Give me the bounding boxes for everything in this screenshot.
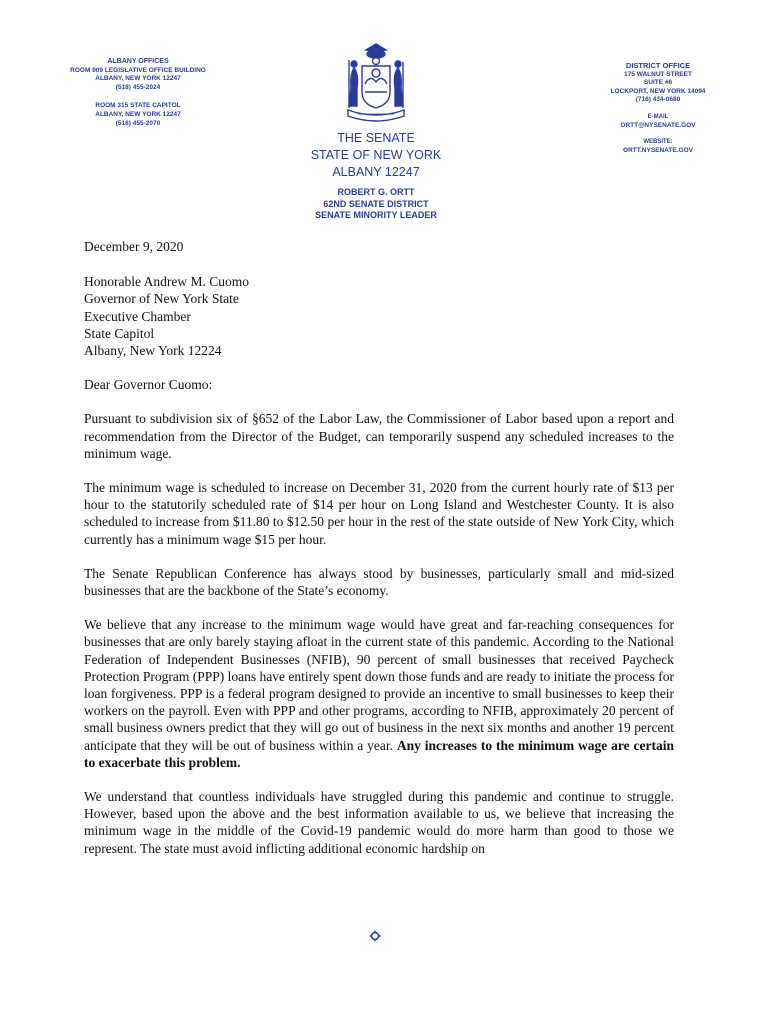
recipient-address xyxy=(84,273,674,359)
recipient-line: Executive Chamber xyxy=(84,308,191,324)
senator-role: SENATE MINORITY LEADER xyxy=(315,210,437,220)
recipient-line: Governor of New York State xyxy=(84,291,239,307)
recipient-line: Albany, New York 12224 xyxy=(84,343,222,359)
body-paragraph: Pursuant to subdivision six of §652 of the Labor Law, the Commissioner of Labor based upon a report and recommendation from the Director of the Budget, can temporarily suspend any scheduled increases to the minimum wage. xyxy=(84,411,674,461)
salutation: Dear Governor Cuomo: xyxy=(84,377,213,393)
albany-offices-block xyxy=(40,58,236,128)
district-office-block xyxy=(578,62,738,155)
website-address: ORTT.NYSENATE.GOV xyxy=(623,146,693,154)
body-paragraph: We understand that countless individuals have struggled during this pandemic and continue to struggle. However, based upon the above and the best information available to us, we believe that increasing the minimum wage in the middle of the Covid-19 pandemic would do more harm than good to those we represent. The state must avoid inflicting additional economic hardship on xyxy=(84,789,674,856)
page-mark-icon xyxy=(368,929,382,943)
office1-line: ROOM 909 LEGISLATIVE OFFICE BUILDING xyxy=(70,66,206,74)
senator-name: ROBERT G. ORTT xyxy=(337,187,415,197)
recipient-line: Honorable Andrew M. Cuomo xyxy=(84,274,249,290)
state-name: STATE OF NEW YORK xyxy=(310,148,442,162)
senate-title: THE SENATE xyxy=(337,131,415,145)
state-seal-icon xyxy=(332,40,420,126)
city-line: ALBANY 12247 xyxy=(332,165,420,179)
senate-district: 62ND SENATE DISTRICT xyxy=(323,198,429,209)
website-label: WEBSITE: xyxy=(643,139,673,146)
district-office-heading: DISTRICT OFFICE xyxy=(625,61,691,70)
district-address-line: LOCKPORT, NEW YORK 14094 xyxy=(610,87,706,95)
paragraph-text: We believe that any increase to the minimum wage would have great and far-reaching consequences for businesses that are only barely staying afloat in the current state of this pandemic. According to the National Federation of Independent Businesses (NFIB), 90 percent of small businesses that received Paycheck Protection Program (PPP) loans have entirely spent down those funds and are ready to initiate the process for loan forgiveness. PPP is a federal program designed to provide an incentive to small businesses to keep their workers on the payroll. Even with PPP and other programs, according to NFIB, approximately 20 percent of small business owners predict that they will go out of business in the next six months and another 19 percent anticipate that they will be out of business within a year. xyxy=(84,617,674,753)
recipient-line: State Capitol xyxy=(84,325,155,341)
office2-line: (518) 455-2070 xyxy=(115,119,161,127)
office2-line: ALBANY, NEW YORK 12247 xyxy=(95,110,181,118)
body-paragraph: The minimum wage is scheduled to increase on December 31, 2020 from the current hourly rate of $13 per hour to the statutorily scheduled rate of $14 per hour on Long Island and Westchester County. It is also scheduled to increase from $11.80 to $12.50 per hour in the rest of the state outside of New York City, which currently has a minimum wage $15 per hour. xyxy=(84,480,674,547)
office1-line: (518) 455-2024 xyxy=(115,83,161,91)
district-address-line: 175 WALNUT STREET xyxy=(624,70,692,78)
albany-offices-heading: ALBANY OFFICES xyxy=(107,58,169,65)
letter-date: December 9, 2020 xyxy=(84,239,184,254)
email-label: E-MAIL xyxy=(647,113,669,120)
email-address: ORTT@NYSENATE.GOV xyxy=(620,121,696,129)
office2-line: ROOM 315 STATE CAPITOL xyxy=(95,102,181,110)
office1-line: ALBANY, NEW YORK 12247 xyxy=(95,75,181,83)
district-address-line: SUITE #6 xyxy=(643,79,673,87)
body-paragraph xyxy=(84,616,674,771)
senate-heading xyxy=(276,130,476,222)
district-phone: (716) 434-0680 xyxy=(635,96,681,104)
emphasized-sentence: Any increases to the minimum wage are certain to exacerbate this problem. xyxy=(84,737,674,770)
letter-body xyxy=(84,238,674,874)
body-paragraph: The Senate Republican Conference has always stood by businesses, particularly small and mid-sized businesses that are the backbone of the State’s economy. xyxy=(84,565,674,599)
